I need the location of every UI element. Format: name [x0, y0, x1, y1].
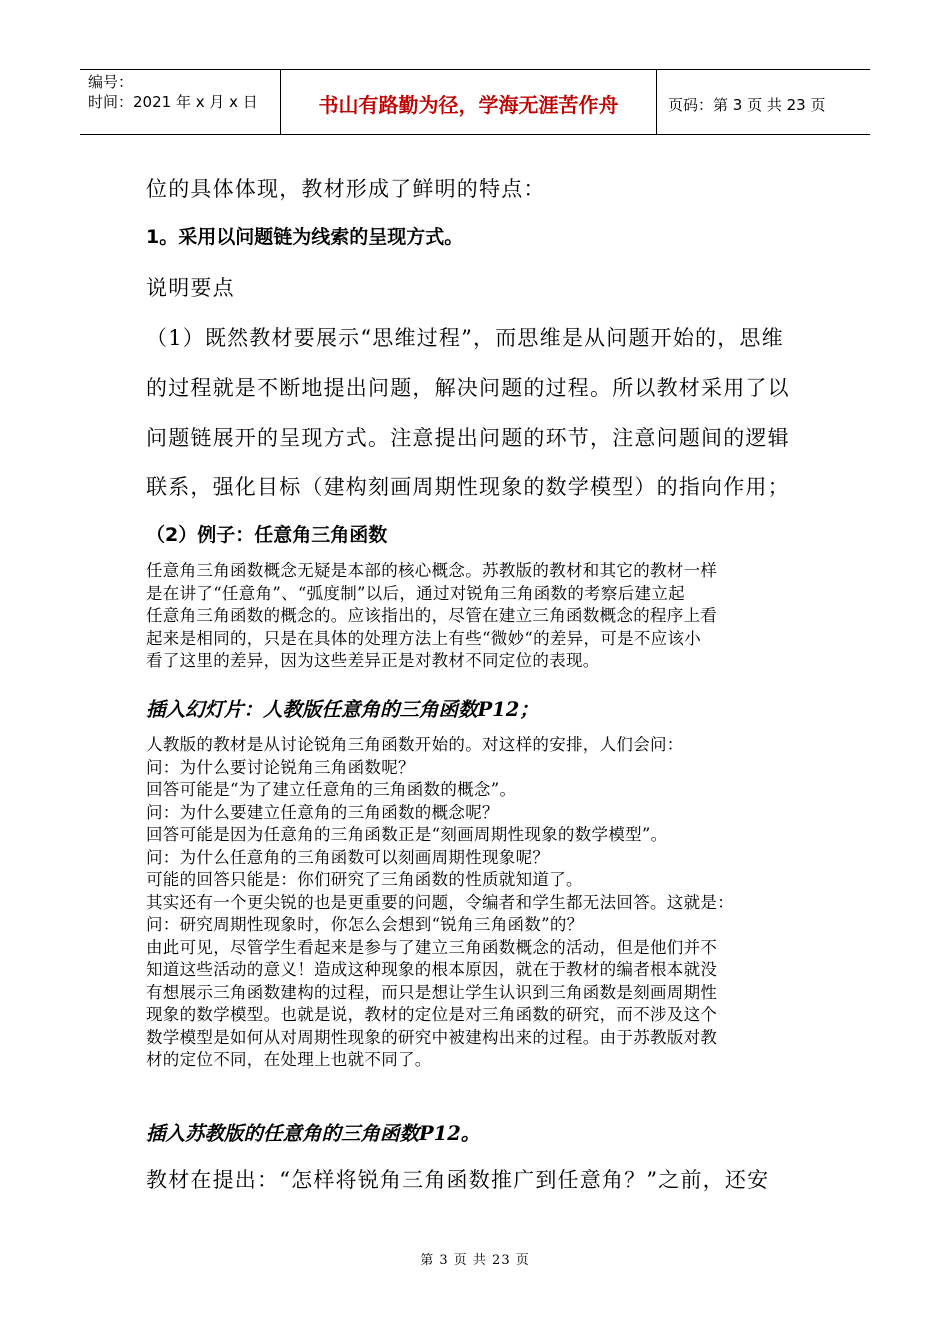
number-label: 编号：: [88, 73, 134, 91]
header-meta: [88, 72, 278, 112]
header-page-info: 页码：第 3 页 共 23 页: [668, 96, 826, 114]
paragraph-line: 问：研究周期性现象时，你怎么会想到“锐角三角函数”的？: [146, 915, 584, 934]
paragraph-line: 现象的数学模型。也就是说，教材的定位是对三角函数的研究，而不涉及这个: [146, 1005, 718, 1024]
sub-heading: 说明要点: [146, 276, 235, 300]
paragraph-line: 问：为什么要讨论锐角三角函数呢？: [146, 757, 415, 777]
body-line: 位的具体体现，教材形成了鲜明的特点：: [146, 177, 546, 201]
paragraph-line: 问题链展开的呈现方式。注意提出问题的环节，注意问题间的逻辑: [146, 426, 790, 450]
paragraph-line: 起来是相同的，只是在具体的处理方法上有些“微妙“的差异，可是不应该小: [146, 628, 702, 648]
paragraph-line: 知道这些活动的意义！造成这种现象的根本原因，就在于教材的编者根本就没: [146, 960, 718, 979]
paragraph-line: 数学模型是如何从对周期性现象的研究中被建构出来的过程。由于苏教版对教: [146, 1027, 718, 1047]
paragraph-line: 任意角三角函数的概念的。应该指出的，尽管在建立三角函数概念的程序上看: [146, 606, 718, 625]
page-header: [80, 69, 870, 135]
time-label: 时间：2021 年 x 月 x 日: [88, 93, 258, 111]
example-heading: （2）例子：任意角三角函数: [146, 524, 388, 546]
header-motto: 书山有路勤为径，学海无涯苦作舟: [318, 93, 619, 117]
paragraph-line: 人教版的教材是从讨论锐角三角函数开始的。对这样的安排，人们会问：: [146, 735, 684, 754]
paragraph-line: （1）既然教材要展示“思维过程”，而思维是从问题开始的，思维: [146, 326, 784, 350]
paragraph-line: 由此可见，尽管学生看起来是参与了建立三角函数概念的活动，但是他们并不: [146, 937, 718, 957]
paragraph-line: 材的定位不同，在处理上也就不同了。: [146, 1050, 432, 1069]
page-footer: 第 3 页 共 23 页: [420, 1253, 530, 1268]
insert-note: 插入苏教版的任意角的三角函数P12。: [146, 1122, 481, 1145]
paragraph-line: 联系，强化目标（建构刻画周期性现象的数学模型）的指向作用；: [146, 475, 790, 499]
example-paragraph: [146, 560, 808, 673]
paragraph-line: 看了这里的差异，因为这些差异正是对教材不同定位的表现。: [146, 651, 600, 670]
discussion-paragraph: [146, 734, 808, 1072]
paragraph-line: 问：为什么任意角的三角函数可以刻画周期性现象呢？: [146, 847, 550, 867]
body-line: 教材在提出：“怎样将锐角三角函数推广到任意角？”之前，还安: [146, 1168, 770, 1192]
paragraph-line: 问：为什么要建立任意角的三角函数的概念呢？: [146, 802, 499, 822]
paragraph-line: 任意角三角函数概念无疑是本部的核心概念。苏教版的教材和其它的教材一样: [146, 561, 718, 580]
paragraph-line: 可能的回答只能是：你们研究了三角函数的性质就知道了。: [146, 870, 583, 889]
section-heading: 1。采用以问题链为线索的呈现方式。: [146, 226, 464, 248]
header-divider: [656, 70, 657, 134]
insert-note: 插入幻灯片：人教版任意角的三角函数P12；: [146, 698, 539, 721]
paragraph-line: 回答可能是因为任意角的三角函数正是“刻画周期性现象的数学模型”。: [146, 825, 668, 844]
paragraph-line: 回答可能是“为了建立任意角的三角函数的概念”。: [146, 780, 517, 799]
paragraph-line: 是在讲了“任意角”、“弧度制”以后，通过对锐角三角函数的考察后建立起: [146, 583, 685, 603]
paragraph-line: 有想展示三角函数建构的过程，而只是想让学生认识到三角函数是刻画周期性: [146, 982, 718, 1002]
paragraph-line: 其实还有一个更尖锐的也是更重要的问题，令编者和学生都无法回答。这就是：: [146, 892, 734, 912]
paragraph-line: 的过程就是不断地提出问题，解决问题的过程。所以教材采用了以: [146, 376, 790, 400]
